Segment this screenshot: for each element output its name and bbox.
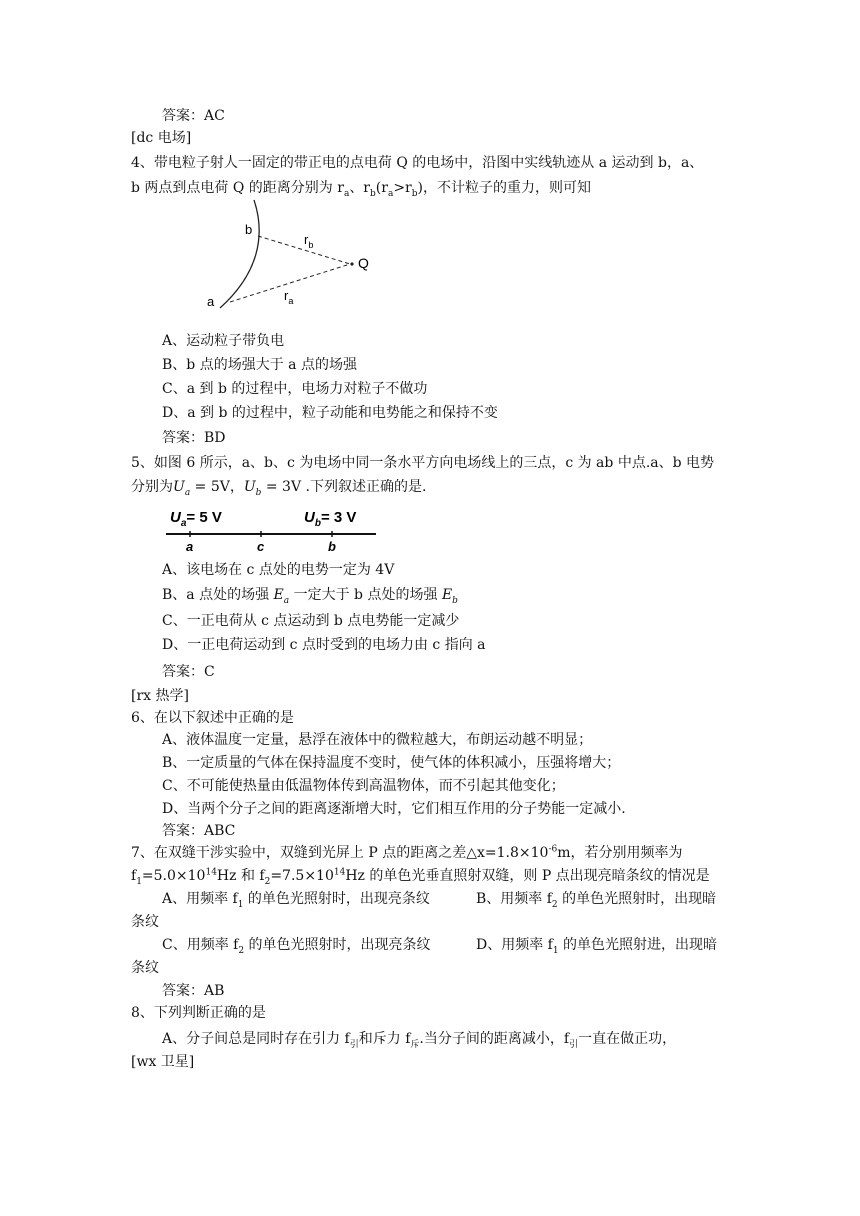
point-a-label: a: [186, 539, 194, 554]
trajectory-curve: [220, 200, 259, 308]
q7-answer: 答案：AB: [162, 983, 225, 999]
section-label-thermodynamics: [rx 热学]: [131, 688, 189, 704]
q8-stem: 8、下列判断正确的是: [131, 1005, 266, 1021]
rb-label: $r_b$: [304, 232, 314, 250]
q6-option-c: C、不可能使热量由低温物体传到高温物体，而不引起其他变化；: [162, 778, 565, 794]
q4-trajectory-figure: [190, 196, 390, 322]
q4-stem-line1: 4、带电粒子射人一固定的带正电的点电荷 Q 的电场中，沿图中实线轨迹从 a 运动到 b，a、: [131, 155, 704, 171]
q4-stem-line2: b 两点到点电荷 Q 的距离分别为 $r_a$、$r_b(r_a>r_b)$，不计粒子的重力，则可知: [131, 180, 591, 199]
q6-stem: 6、在以下叙述中正确的是: [131, 710, 294, 726]
q4-answer: 答案：BD: [162, 430, 226, 446]
q5-answer: 答案：C: [162, 664, 215, 680]
q4-option-a: A、运动粒子带负电: [162, 333, 285, 349]
section-label-satellite: [wx 卫星]: [131, 1054, 195, 1070]
q6-answer: 答案：ABC: [162, 823, 236, 839]
q4-option-d: D、a 到 b 的过程中，粒子动能和电势能之和保持不变: [162, 405, 498, 421]
q5-stem-line2: 分别为$U_a = 5V$，$U_b = 3V$ .下列叙述正确的是.: [131, 479, 427, 498]
q5-option-d: D、一正电荷运动到 c 点时受到的电场力由 c 指向 a: [162, 637, 486, 653]
q7-stem-line2: $f_1=5.0\times 10^{14}Hz$ 和 $f_2=7.5\times 10^{14}Hz$ 的单色光垂直照射双缝，则 P 点出现亮暗条纹的情况是: [131, 867, 710, 887]
q5-option-a: A、该电场在 c 点处的电势一定为 4V: [162, 562, 395, 578]
ua-figure-label: $U_a= 5$ V: [170, 509, 222, 529]
q5-option-c: C、一正电荷从 c 点运动到 b 点电势能一定减少: [162, 613, 460, 629]
q3-answer: 答案：AC: [162, 108, 225, 124]
q7-option-d: D、用频率 $f_1$ 的单色光照射进，出现暗: [476, 937, 718, 956]
q5-stem-line1: 5、如图 6 所示，a、b、c 为电场中同一条水平方向电场线上的三点，c 为 ab 中点.a、b 电势: [131, 455, 715, 471]
q6-option-a: A、液体温度一定量，悬浮在液体中的微粒越大，布朗运动越不明显；: [162, 732, 593, 748]
point-a-label: a: [207, 294, 215, 309]
section-label-electric-field: [dc 电场]: [131, 130, 192, 146]
point-b-label: b: [328, 539, 336, 554]
q4-option-c: C、a 到 b 的过程中，电场力对粒子不做功: [162, 381, 428, 397]
point-c-label: c: [257, 539, 265, 554]
point-b-label: b: [245, 222, 253, 237]
q7-option-b: B、用频率 $f_2$ 的单色光照射时，出现暗: [476, 891, 717, 910]
ra-label: $r_a$: [284, 288, 294, 306]
q7-option-c: C、用频率 $f_2$ 的单色光照射时，出现亮条纹: [162, 937, 431, 956]
q8-option-a: A、分子间总是同时存在引力 $f_引$和斥力 $f_斥$.当分子间的距离减小，$f_引$一直在做正功，: [162, 1031, 677, 1050]
q7-option-d-cont: 条纹: [131, 960, 159, 976]
charge-q-point: [350, 262, 353, 265]
q7-stem-line1: 7、在双缝干涉实验中，双缝到光屏上 P 点的距离之差$\triangle x=1.8\times 10^{-6}m$，若分别用频率为: [131, 844, 683, 861]
ub-figure-label: $U_b= 3$ V: [304, 509, 357, 529]
q4-option-b: B、b 点的场强大于 a 点的场强: [162, 357, 357, 373]
q6-option-d: D、当两个分子之间的距离逐渐增大时，它们相互作用的分子势能一定减小.: [162, 801, 626, 817]
q5-field-line-figure: [160, 502, 380, 556]
q6-option-b: B、一定质量的气体在保持温度不变时，使气体的体积减小，压强将增大；: [162, 755, 621, 771]
q7-option-b-cont: 条纹: [131, 914, 159, 930]
q7-option-a: A、用频率 $f_1$ 的单色光照射时，出现亮条纹: [162, 891, 430, 910]
charge-q-label: Q: [358, 255, 369, 271]
q5-option-b: B、a 点处的场强 $E_a$ 一定大于 b 点处的场强 $E_b$: [162, 587, 458, 606]
